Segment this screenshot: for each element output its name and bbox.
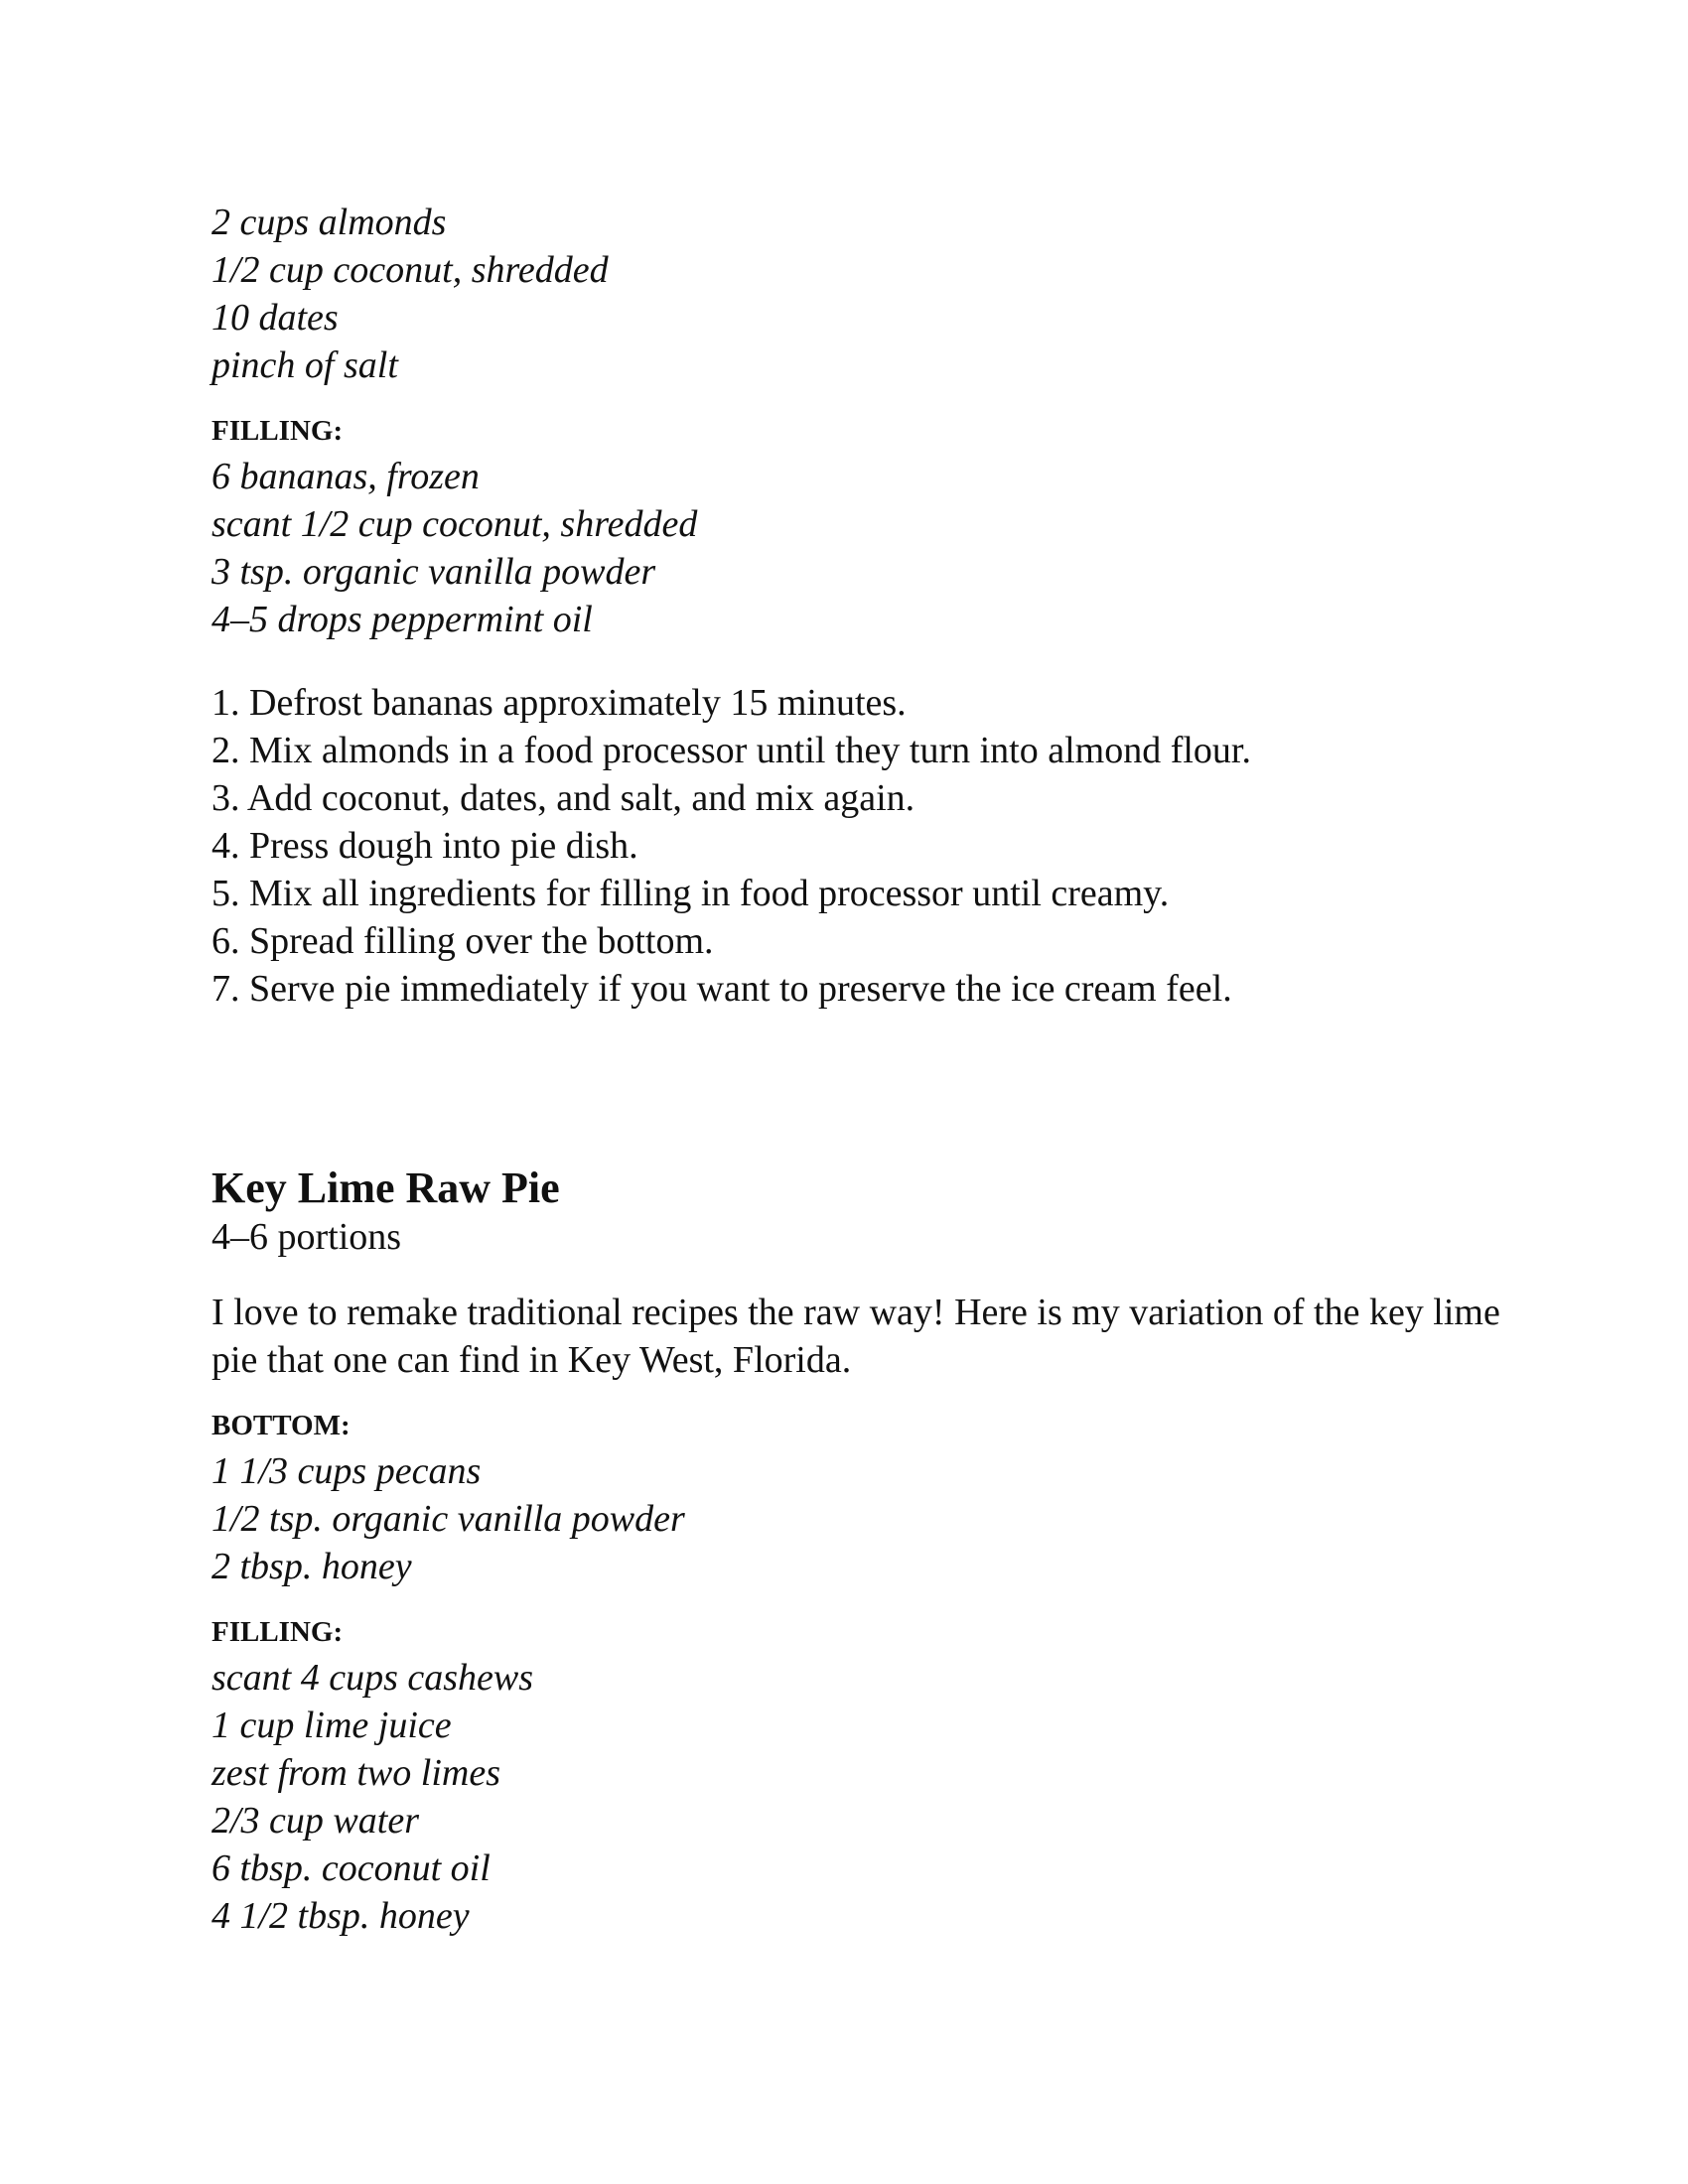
ingredient-item: 1 1/3 cups pecans bbox=[211, 1450, 482, 1492]
recipe2-portions: 4–6 portions bbox=[211, 1216, 402, 1258]
ingredient-item: 3 tsp. organic vanilla powder bbox=[211, 551, 656, 593]
page-content bbox=[211, 199, 1502, 1940]
step-item: 5. Mix all ingredients for filling in food processor until creamy. bbox=[211, 873, 1170, 914]
ingredient-item: 2 tbsp. honey bbox=[211, 1546, 412, 1587]
recipe2-filling-ingredients bbox=[211, 1654, 1502, 1940]
ingredient-item: pinch of salt bbox=[211, 344, 398, 386]
step-item: 4. Press dough into pie dish. bbox=[211, 825, 638, 867]
step-item: 3. Add coconut, dates, and salt, and mix again. bbox=[211, 777, 915, 819]
step-item: 6. Spread filling over the bottom. bbox=[211, 920, 714, 962]
recipe2-bottom-ingredients bbox=[211, 1447, 1502, 1590]
ingredient-item: 6 bananas, frozen bbox=[211, 456, 480, 497]
ingredient-item: 2 cups almonds bbox=[211, 202, 447, 243]
ingredient-item: zest from two limes bbox=[211, 1752, 500, 1794]
recipe1-filling-label: FILLING: bbox=[211, 415, 344, 447]
ingredient-item: 4–5 drops peppermint oil bbox=[211, 599, 593, 640]
ingredient-item: 4 1/2 tbsp. honey bbox=[211, 1895, 470, 1937]
ingredient-item: 1 cup lime juice bbox=[211, 1705, 452, 1746]
recipe2-filling-label: FILLING: bbox=[211, 1616, 344, 1648]
ingredient-item: 2/3 cup water bbox=[211, 1800, 419, 1842]
ingredient-item: 1/2 tsp. organic vanilla powder bbox=[211, 1498, 685, 1540]
ingredient-item: scant 1/2 cup coconut, shredded bbox=[211, 503, 698, 545]
recipe2-title: Key Lime Raw Pie bbox=[211, 1163, 560, 1212]
recipe2-bottom-label: BOTTOM: bbox=[211, 1410, 351, 1441]
recipe2-intro: I love to remake traditional recipes the raw way! Here is my variation of the key lime pie that one can find in Key West, Florida. bbox=[211, 1292, 1500, 1381]
step-item: 7. Serve pie immediately if you want to preserve the ice cream feel. bbox=[211, 968, 1232, 1010]
ingredient-item: scant 4 cups cashews bbox=[211, 1657, 534, 1699]
step-item: 2. Mix almonds in a food processor until they turn into almond flour. bbox=[211, 730, 1251, 771]
ingredient-item: 1/2 cup coconut, shredded bbox=[211, 249, 609, 291]
ingredient-item: 6 tbsp. coconut oil bbox=[211, 1847, 491, 1889]
recipe1-bottom-ingredients bbox=[211, 199, 1502, 389]
recipe1-filling-ingredients bbox=[211, 453, 1502, 643]
ingredient-item: 10 dates bbox=[211, 297, 339, 339]
step-item: 1. Defrost bananas approximately 15 minutes. bbox=[211, 682, 907, 724]
recipe1-steps bbox=[211, 679, 1502, 1013]
